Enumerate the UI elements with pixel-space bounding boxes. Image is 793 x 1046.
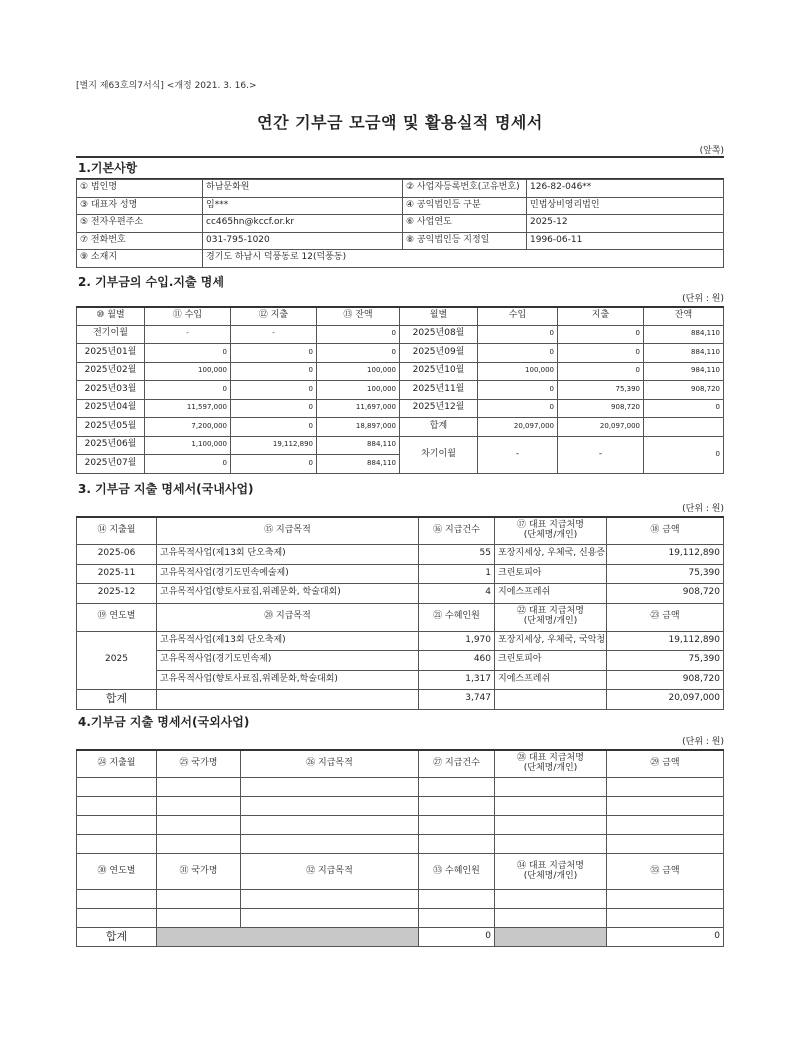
col-header: ㉜ 지급목적 [241, 854, 419, 890]
balance-cell: 884,110 [644, 325, 724, 344]
income-cell: 7,200,000 [145, 418, 231, 437]
basic-value: 하남문화원 [203, 180, 403, 198]
basic-row [77, 180, 724, 198]
expense-cell: 0 [231, 381, 317, 400]
col-header: ㉛ 국가명 [157, 854, 241, 890]
total-label: 합계 [77, 928, 157, 947]
col-header: ㉓ 금액 [607, 603, 724, 631]
basic-label: ⑦ 전화번호 [77, 232, 203, 250]
income-cell: 100,000 [478, 362, 558, 381]
table-row [77, 670, 724, 690]
purpose-cell: 고유목적사업(향토사료집,위례문화, 학술대회) [157, 584, 419, 604]
col-header: ㉔ 지출월 [77, 750, 157, 778]
carry-over-balance: 0 [644, 436, 724, 473]
balance-cell: 884,110 [644, 344, 724, 363]
income-cell: 0 [478, 399, 558, 418]
basic-label: ① 법인명 [77, 180, 203, 198]
income-cell: - [145, 325, 231, 344]
payee-cell: 포장지세상, 우체국, 국악청 [495, 631, 607, 651]
month-cell: 2025-06 [77, 545, 157, 565]
col-header: ⑭ 지출월 [77, 517, 157, 545]
payee-cell: 지에스프레쉬 [495, 670, 607, 690]
col-header-payee [495, 517, 607, 545]
basic-row [77, 232, 724, 250]
basic-info-table [76, 179, 724, 268]
form-number: [별지 제63호의7서식] <개정 2021. 3. 16.> [76, 81, 257, 91]
table-row [77, 381, 724, 400]
col-header: ㉙ 금액 [607, 750, 724, 778]
col-header: ㉝ 수혜인원 [419, 854, 495, 890]
col-header: ⑯ 지급건수 [419, 517, 495, 545]
income-cell: 0 [145, 344, 231, 363]
month-cell: 2025년06월 [77, 436, 145, 455]
expense-cell: - [231, 325, 317, 344]
basic-row [77, 215, 724, 233]
expense-cell: 0 [231, 344, 317, 363]
amount-cell: 19,112,890 [607, 631, 724, 651]
total-label: 합계 [400, 418, 478, 437]
payee-cell: 포장지세상, 우체국, 신용증 [495, 545, 607, 565]
income-cell: 100,000 [145, 362, 231, 381]
section3-title: 3. 기부금 지출 명세서(국내사업) [78, 481, 254, 496]
basic-label: ③ 대표자 성명 [77, 197, 203, 215]
col-header: 월별 [400, 307, 478, 326]
month-cell: 2025년12월 [400, 399, 478, 418]
carry-over-expense: - [558, 436, 644, 473]
balance-cell: 100,000 [317, 362, 400, 381]
carry-over-income: - [478, 436, 558, 473]
expense-cell: 19,112,890 [231, 436, 317, 455]
table-header-row [77, 750, 724, 778]
payee-cell: 지에스프레쉬 [495, 584, 607, 604]
col-header: ㉕ 국가명 [157, 750, 241, 778]
income-cell: 0 [145, 381, 231, 400]
col-header: ⑩ 월별 [77, 307, 145, 326]
table-row [77, 325, 724, 344]
expense-cell: 0 [558, 362, 644, 381]
expense-cell: 0 [231, 418, 317, 437]
table-header-row [77, 517, 724, 545]
overseas-expense-table [76, 749, 724, 948]
total-row [77, 928, 724, 947]
header-line: (단체명/개인) [523, 529, 578, 540]
col-header-payee [495, 603, 607, 631]
basic-row [77, 250, 724, 268]
purpose-cell: 고유목적사업(경기도민속제) [157, 651, 419, 671]
col-header: ⑫ 지출 [231, 307, 317, 326]
col-header: ⑪ 수입 [145, 307, 231, 326]
balance-cell: 0 [644, 399, 724, 418]
col-header: ㉑ 수혜인원 [419, 603, 495, 631]
total-label: 합계 [77, 690, 157, 710]
income-cell: 0 [478, 325, 558, 344]
basic-label: ⑥ 사업연도 [403, 215, 527, 233]
expense-cell: 0 [231, 362, 317, 381]
income-cell: 0 [478, 381, 558, 400]
month-cell: 2025년10월 [400, 362, 478, 381]
balance-cell: 100,000 [317, 381, 400, 400]
month-cell: 2025년11월 [400, 381, 478, 400]
empty-row [77, 797, 724, 816]
col-header: ㉟ 금액 [607, 854, 724, 890]
month-cell: 2025년05월 [77, 418, 145, 437]
empty-row [77, 816, 724, 835]
expense-cell: 0 [231, 455, 317, 474]
table-row [77, 545, 724, 565]
purpose-cell: 고유목적사업(경기도민속예술제) [157, 564, 419, 584]
table-row [77, 362, 724, 381]
table-row [77, 418, 724, 437]
amount-cell: 908,720 [607, 670, 724, 690]
address-value: 경기도 하남시 덕풍동로 12(덕풍동) [203, 250, 724, 268]
amount-cell: 75,390 [607, 651, 724, 671]
header-line: ㉘ 대표 지급처명 [517, 752, 584, 763]
expense-cell: 908,720 [558, 399, 644, 418]
month-cell: 2025년02월 [77, 362, 145, 381]
basic-value: 1996-06-11 [527, 232, 724, 250]
purpose-cell: 고유목적사업(향토사료집,위례문화,학술대회) [157, 670, 419, 690]
basic-value: cc465hn@kccf.or.kr [203, 215, 403, 233]
domestic-expense-table [76, 516, 724, 710]
section4-title: 4.기부금 지출 명세서(국외사업) [78, 714, 250, 729]
balance-cell: 908,720 [644, 381, 724, 400]
count-cell: 55 [419, 545, 495, 565]
section2-unit: (단위 : 원) [682, 293, 724, 304]
beneficiary-cell: 1,317 [419, 670, 495, 690]
expense-cell: 0 [558, 344, 644, 363]
year-cell: 2025 [77, 631, 157, 690]
address-label: ⑨ 소재지 [77, 250, 203, 268]
total-row [77, 690, 724, 710]
basic-value: 민법상비영리법인 [527, 197, 724, 215]
basic-label: ④ 공익법인등 구분 [403, 197, 527, 215]
month-cell: 2025년08월 [400, 325, 478, 344]
balance-cell: 0 [317, 344, 400, 363]
col-header: ⑱ 금액 [607, 517, 724, 545]
count-cell: 1 [419, 564, 495, 584]
col-header: ⑳ 지급목적 [157, 603, 419, 631]
income-expense-table [76, 306, 724, 474]
shaded-cell [495, 928, 607, 947]
table-row [77, 399, 724, 418]
section2-title: 2. 기부금의 수입.지출 명세 [78, 274, 224, 289]
col-header: ⑮ 지급목적 [157, 517, 419, 545]
month-cell: 2025년03월 [77, 381, 145, 400]
col-header: 수입 [478, 307, 558, 326]
income-cell: 11,597,000 [145, 399, 231, 418]
balance-total [644, 418, 724, 437]
beneficiary-cell: 460 [419, 651, 495, 671]
col-header-payee [495, 750, 607, 778]
page-side-note: (앞쪽) [699, 146, 724, 156]
month-cell: 2025년07월 [77, 455, 145, 474]
expense-cell: 75,390 [558, 381, 644, 400]
payee-cell: 크린토피아 [495, 564, 607, 584]
table-row [77, 651, 724, 671]
empty-cell [157, 690, 419, 710]
income-cell: 0 [478, 344, 558, 363]
table-row [77, 564, 724, 584]
amount-total: 0 [607, 928, 724, 947]
col-header: ㉗ 지급건수 [419, 750, 495, 778]
table-header-row [77, 854, 724, 890]
month-cell: 2025-11 [77, 564, 157, 584]
amount-cell: 19,112,890 [607, 545, 724, 565]
basic-label: ⑤ 전자우편주소 [77, 215, 203, 233]
basic-value: 임*** [203, 197, 403, 215]
balance-cell: 884,110 [317, 436, 400, 455]
empty-row [77, 835, 724, 854]
purpose-cell: 고유목적사업(제13회 단오축제) [157, 631, 419, 651]
payee-cell: 크린토피아 [495, 651, 607, 671]
table-row [77, 344, 724, 363]
header-line: (단체명/개인) [523, 762, 578, 773]
col-header: ⑬ 잔액 [317, 307, 400, 326]
expense-total: 20,097,000 [558, 418, 644, 437]
empty-row [77, 778, 724, 797]
col-header: ㉖ 지급목적 [241, 750, 419, 778]
expense-cell: 0 [231, 399, 317, 418]
income-cell: 1,100,000 [145, 436, 231, 455]
balance-cell: 18,897,000 [317, 418, 400, 437]
document-title: 연간 기부금 모금액 및 활용실적 명세서 [257, 113, 543, 132]
empty-row [77, 890, 724, 909]
col-header: 잔액 [644, 307, 724, 326]
count-cell: 4 [419, 584, 495, 604]
basic-row [77, 197, 724, 215]
month-cell: 2025년09월 [400, 344, 478, 363]
col-header-payee [495, 854, 607, 890]
basic-label: ② 사업자등록번호(고유번호) [403, 180, 527, 198]
empty-row [77, 909, 724, 928]
income-total: 20,097,000 [478, 418, 558, 437]
carry-over-label: 차기이월 [400, 436, 478, 473]
col-header: ㉚ 연도별 [77, 854, 157, 890]
balance-cell: 884,110 [317, 455, 400, 474]
header-line: (단체명/개인) [523, 616, 578, 626]
shaded-cell [157, 928, 419, 947]
balance-cell: 0 [317, 325, 400, 344]
section1-title: 1.기본사항 [76, 156, 724, 179]
month-cell: 2025-12 [77, 584, 157, 604]
income-cell: 0 [145, 455, 231, 474]
table-row [77, 631, 724, 651]
table-header-row [77, 307, 724, 326]
col-header: 지출 [558, 307, 644, 326]
section3-unit: (단위 : 원) [682, 503, 724, 514]
month-cell: 전기이월 [77, 325, 145, 344]
table-row [77, 584, 724, 604]
header-line: (단체명/개인) [523, 870, 578, 881]
col-header: ⑲ 연도별 [77, 603, 157, 631]
beneficiary-total: 0 [419, 928, 495, 947]
purpose-cell: 고유목적사업(제13회 단오축제) [157, 545, 419, 565]
header-line: ⑰ 대표 지급처명 [517, 519, 584, 530]
table-header-row [77, 603, 724, 631]
beneficiary-total: 3,747 [419, 690, 495, 710]
basic-value: 031-795-1020 [203, 232, 403, 250]
month-cell: 2025년01월 [77, 344, 145, 363]
table-row [77, 436, 724, 455]
basic-value: 126-82-046** [527, 180, 724, 198]
basic-value: 2025-12 [527, 215, 724, 233]
balance-cell: 984,110 [644, 362, 724, 381]
balance-cell: 11,697,000 [317, 399, 400, 418]
amount-cell: 75,390 [607, 564, 724, 584]
basic-label: ⑧ 공익법인등 지정일 [403, 232, 527, 250]
empty-cell [495, 690, 607, 710]
beneficiary-cell: 1,970 [419, 631, 495, 651]
header-line: ㉒ 대표 지급처명 [517, 606, 584, 617]
document-page [76, 78, 724, 947]
section4-unit: (단위 : 원) [682, 736, 724, 747]
month-cell: 2025년04월 [77, 399, 145, 418]
amount-cell: 908,720 [607, 584, 724, 604]
header-line: ㉞ 대표 지급처명 [517, 860, 584, 871]
expense-cell: 0 [558, 325, 644, 344]
amount-total: 20,097,000 [607, 690, 724, 710]
